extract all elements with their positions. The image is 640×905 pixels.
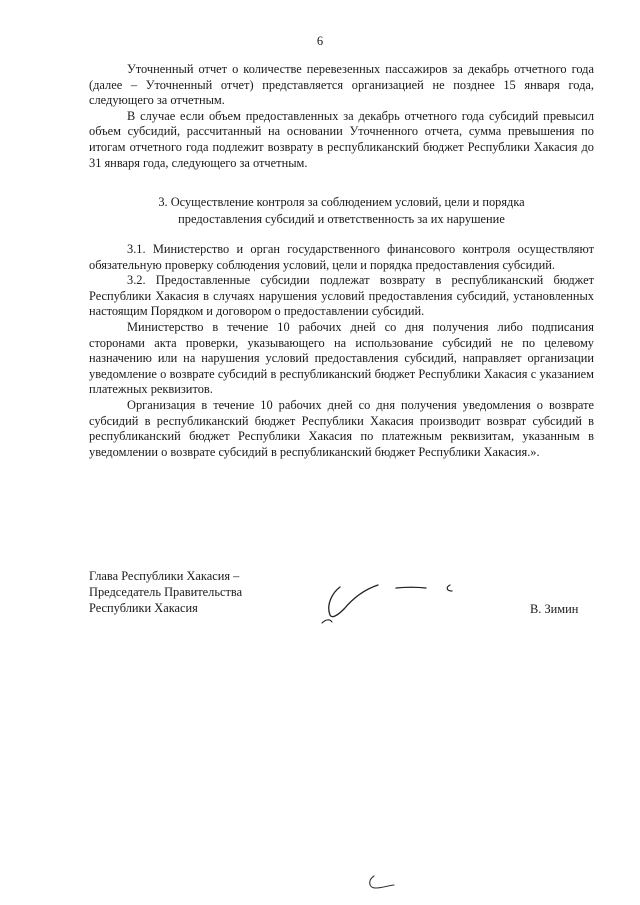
section-3-body [89,242,594,460]
paragraph-excess-refund: В случае если объем предоставленных за декабрь отчетного года субсидий превысил объем субсидий, рассчитанный на основании Уточненного отчета, сумма превышения по итогам отчетного года подлежит возврату в республиканский бюджет Республики Хакасия до 31 января года, следующего за отчетным. [89,108,594,170]
paragraph-organization-refund: Организация в течение 10 рабочих дней со дня получения уведомления о возврате субсидий в республиканский бюджет Республики Хакасия производит возврат субсидий в республиканский бюджет Республики Хакасия по платежным реквизитам, указанным в уведомлении о возврате субсидий в республиканский бюджет Республики Хакасия.». [89,397,594,459]
paragraph-ministry-notice: Министерство в течение 10 рабочих дней со дня получения либо подписания сторонами акта проверки, указывающего на использование субсидий не по целевому назначению или на нарушения условий предоставления субсидий, направляет организации уведомление о возврате субсидий в республиканский бюджет Республики Хакасия с указанием платежных реквизитов. [89,319,594,397]
section-3-heading [89,194,594,227]
section-3-heading-line-2: предоставления субсидий и ответственность за их нарушение [178,211,505,226]
signatory-name: В. Зимин [530,602,579,616]
handwritten-initials-mark [364,872,400,894]
paragraph-clarified-report: Уточненный отчет о количестве перевезенных пассажиров за декабрь отчетного года (далее – Уточненный отчет) представляется организацией не позднее 15 января года, следующего за отчетным. [89,62,594,108]
signatory-title-line-2: Председатель Правительства [89,585,243,599]
section-3-heading-line-1: 3. Осуществление контроля за соблюдением условий, цели и порядка [158,195,525,209]
signatory-title-line-1: Глава Республики Хакасия – [89,569,240,583]
intro-text-block [89,62,594,171]
paragraph-3-1: 3.1. Министерство и орган государственного финансового контроля осуществляют обязательную проверку соблюдения условий, цели и порядка предоставления субсидий. [89,242,594,272]
paragraph-3-2: 3.2. Предоставленные субсидии подлежат возврату в республиканский бюджет Республики Хакасия в случаях нарушения условий предоставления субсидий, установленных настоящим Порядком и договором о предоставлении субсидий. [89,273,594,319]
handwritten-signature [318,575,468,627]
signatory-title [89,568,242,616]
page-number: 6 [316,34,324,48]
signatory-title-line-3: Республики Хакасия [89,601,198,615]
